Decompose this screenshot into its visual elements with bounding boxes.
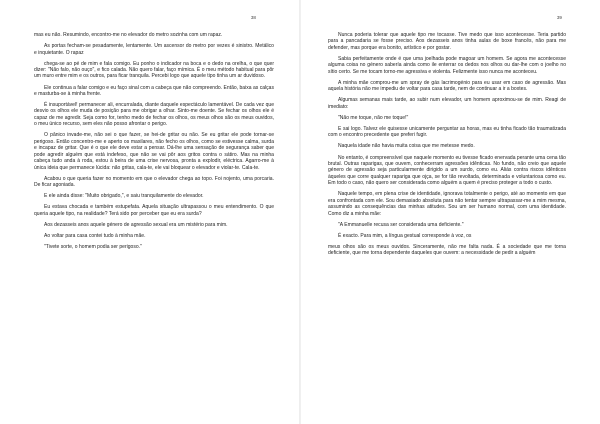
paragraph: "Não me toque, não me toque!" [338,114,409,121]
paragraph: Aos dezasseis anos aquele género de agressão sexual era um mistério para mim. [44,221,228,228]
page-text [34,32,274,250]
paragraph: Algumas semanas mais tarde, ao subir num elevador, um homem aproximou-se de mim. Reagi de imediato: [328,97,566,110]
paragraph: A minha mãe comprou-me um spray de gás lacrimogénio para eu usar em caso de agressão. Mas aquela história não me impediu de voltar para casa tarde, nem de continuar a ir a boxtes. [328,79,566,93]
paragraph: É insuportável! permanecer ali, encurralada, diante daquele espectáculo lamentável. De cada vez que desvio os olhos ele muda de posição para me obrigar a olhar. Sinto-me doente. Se fechar os olhos ele é capaz de me agredir. Seja como for, tenho medo de fechar os olhos, os meus olhos são os meus ouvidos, o meu único recurso, sem eles não posso afrontar o perigo. [34,102,274,128]
paragraph: Ele continua a falar comigo e eu faço sinal com a cabeça que não compreendo. Então, baixa as calças e masturba-se à minha frente. [34,84,274,97]
paragraph: Nunca poderia tolerar que aquele tipo me tocasse. Tive medo que isso acontecesse. Teria partido para a pancadaria se fosse preciso. Aos dezasseis anos tinha aulas de boxe francês, não para me defender, mas porque era bonito, artístico e por gostar. [328,32,566,51]
paragraph: Sabia perfeitamente onde é que uma joelhada pode magoar um homem. Se agora me acontecesse alguma coisa no género sabería ainda como ile enterrar os dedos nos olhos ou dar-lhe com o joelho no sítio certo. Se me tocam torno-me agressiva e violenta. Felizmente isso nunca me aconteceu. [328,55,566,75]
paragraph: "Tivete sorte, o homem podia ser perigoso." [44,243,142,250]
paragraph: O pânico invade-me, não sei o que fazer, se hei-de gritar ou não. Se eu gritar ele pode tornar-se perigoso. Então concentro-me e aperto os maxilares, não fecho os olhos, como se estivesse calma, surda e incapaz de gritar. Que é o que ele deve estar a pensar. Dá-lhe uma sensação de segurança saber que pode agredir alguém que está indefeso, que não se vai pôr aos gritos contra o sátiro. Mas na minha cabeça tudo anda à roda, estou à beira de uma crise nervosa, pronta a explodir, eléctrica. Agarro-me à única ideia que permanece lúcida: não gritas, cala-te, ele vai bloquear o elevador e violar-te. Cala-te. [34,132,274,171]
paragraph: No entanto, é compreensível que naquele momento eu tivesse ficado enervada perante uma cena tão brutal. Outras raparigas, que ouvem, conhecerram agressões idênticas. No fundo, não creio que aquele género de agressão seja particularmente dirigido a um surdo, como eu. Aliás contra riscos idênticos àqueles que corre qualquer rapariga que ojça, se for tão revoltada, determinada e voluntariosa como eu. Em todo o caso, não quero ser considerada como alguém a quem é preciso proteger a todo o custo. [328,154,566,187]
paragraph: Naquela idade não havia muita coisa que me metesse medo. [338,143,475,150]
paragraph: E sai logo. Talvez ele quisesse unicamente perguntar as horas, mas eu tinha ficado tão traumatizada com o encontro precedente que preferi fugir. [328,125,566,139]
page-number: 39 [556,15,562,20]
paragraph: As portas fecham-se pesadamente, lentamente. Um ascensor do metro por vezes é sinistro. Metálico e inquietante. O rapaz [34,43,274,56]
paragraph: chega-se ao pé de mim e fala comigo. Eu ponho o indicador na boca e o dedo na orelha, o que quer dizer: "Não falo, não ouço", e fico calada. Não quero falar, faço mímica. É o meu método habitual para pôr um muro entre mim e os outros, para ficar tranquila. Percebi logo que aquele tipo tinha um ar duvidoso. [34,60,274,80]
paragraph: Ao voltar para casa contei tudo à minha mãe. [44,232,146,239]
paragraph: "A Emmanuelle recusa ser considerada uma deficiente." [338,221,464,228]
page-text [328,32,566,257]
page-number: 38 [250,15,256,20]
paragraph: E ele ainda disse: "Muito obrigado,", e saiu tranquilamente do elevador. [44,193,204,200]
paragraph: Naquele tempo, em plena crise de identidade, ignorava totalmente o perigo, até ao momento em que era confrontada com ele. Sou demasiado absoluta para não tentar sempre ultrapassar-me a mim mesma, assumindo as consequências das minhas atitudes. Sou um ser humano normal, com uma identidade. Como diz a minha mãe: [328,191,566,217]
paragraph: É exacto. Para mim, a língua gestual corresponde à voz, os [338,232,472,239]
paragraph: mas eu não. Resumindo, encontro-me no elevador do metro sozinha com um rapaz. [34,32,223,38]
paragraph: meus olhos são os meus ouvidos. Sinceramente, não me falta nada. É a sociedade que me torna deficiente, que me torna dependente daqueles que ouvem: a necessidade de pedir a alguém [328,243,566,257]
right-page [300,0,600,424]
paragraph: Acabou o que queria fazer no momento em que o elevador chega ao topo. Foi nojento, uma porcaria. De ficar agoniada. [34,175,274,189]
paragraph: Eu estava chocada e também estupefata. Aquela situação ultrapassou o meu entendimento. O que queria aquele tipo, na realidade? Terá sido por perceber que eu era surda? [34,204,274,217]
